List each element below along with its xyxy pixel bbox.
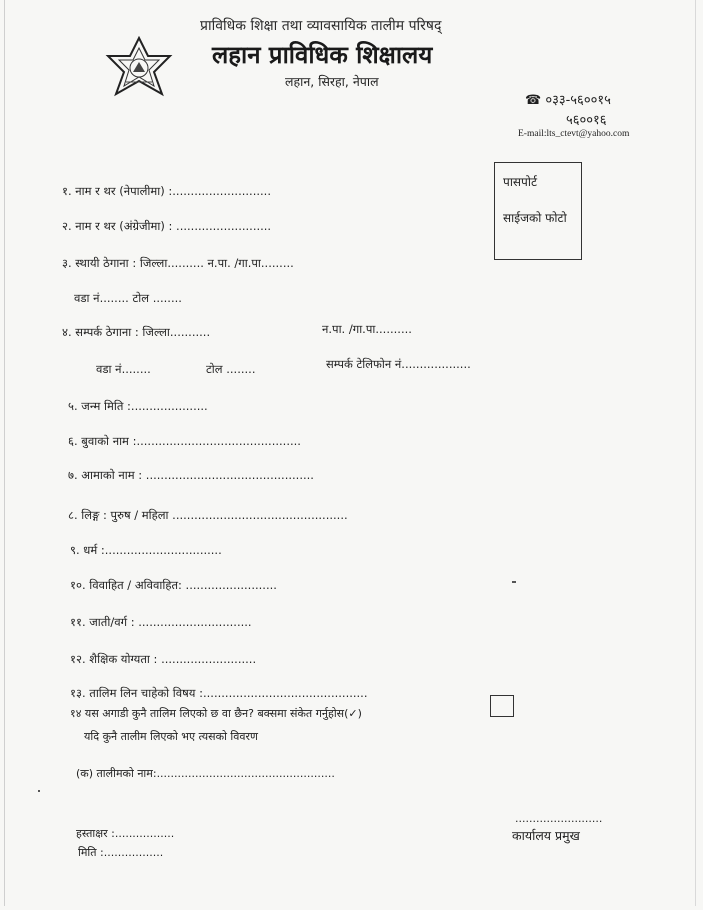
- field-contact-ward[interactable]: वडा नं........: [96, 362, 151, 376]
- office-head-label: कार्यालय प्रमुख: [512, 828, 580, 843]
- date-field[interactable]: मिति :.................: [78, 846, 164, 859]
- field-birth-date[interactable]: ५. जन्म मिति :.....................: [68, 399, 208, 413]
- field-mother-name[interactable]: ७. आमाको नाम : ..............................................: [68, 468, 314, 482]
- field-permanent-ward[interactable]: वडा नं........ टोल ........: [74, 291, 182, 305]
- scan-mark: [38, 790, 40, 792]
- email: E-mail:lts_ctevt@yahoo.com: [518, 129, 630, 139]
- field-previous-training-question: १४ यस अगाडी कुनै तालिम लिएको छ वा छैन? बक्समा संकेत गर्नुहोस(✓): [70, 707, 362, 720]
- field-training-name[interactable]: (क) तालीमको नाम:...................................................: [76, 767, 335, 780]
- field-training-subject[interactable]: १३. तालिम लिन चाहेको विषय :.............................................: [70, 686, 368, 700]
- field-previous-training-details-label: यदि कुनै तालीम लिएको भए त्यसको विवरण: [84, 730, 258, 743]
- field-caste[interactable]: ११. जाती/वर्ग : ...............................: [70, 615, 252, 629]
- field-contact-address[interactable]: ४. सम्पर्क ठेगाना : जिल्ला...........: [62, 325, 211, 339]
- field-contact-phone[interactable]: सम्पर्क टेलिफोन नं...................: [326, 357, 471, 371]
- photo-box-label-1: पासपोर्ट: [503, 175, 538, 189]
- phone-2: ५६००१६: [566, 113, 607, 128]
- field-religion[interactable]: ९. धर्म :................................: [70, 543, 222, 557]
- field-name-nepali[interactable]: १. नाम र थर (नेपालीमा) :...........................: [62, 184, 271, 198]
- school-address: लहान, सिरहा, नेपाल: [285, 74, 379, 89]
- office-signature-line: .........................: [515, 812, 603, 825]
- field-marital-status[interactable]: १०. विवाहित / अविवाहित: .........................: [70, 578, 277, 592]
- field-name-english[interactable]: २. नाम र थर (अंग्रेजीमा) : ..........................: [62, 219, 272, 233]
- council-name: प्राविधिक शिक्षा तथा व्यावसायिक तालीम परिषद्: [200, 18, 442, 34]
- phone-1: ☎ ०३३-५६००१५: [525, 93, 611, 108]
- signature-field[interactable]: हस्ताक्षर :.................: [76, 827, 175, 840]
- field-father-name[interactable]: ६. बुवाको नाम :.............................................: [68, 434, 301, 448]
- field-contact-municipality[interactable]: न.पा. /गा.पा..........: [322, 322, 412, 336]
- field-permanent-address[interactable]: ३. स्थायी ठेगाना : जिल्ला.......... न.पा. /गा.पा.........: [62, 256, 294, 270]
- scan-mark: [512, 581, 516, 583]
- school-name: लहान प्राविधिक शिक्षालय: [212, 41, 433, 69]
- photo-box: [494, 162, 582, 260]
- field-education[interactable]: १२. शैक्षिक योग्यता : ..........................: [70, 652, 257, 666]
- photo-box-label-2: साईजको फोटो: [503, 211, 567, 225]
- field-contact-tole[interactable]: टोल ........: [206, 362, 256, 376]
- field-gender[interactable]: ८. लिङ्ग : पुरुष / महिला ................................................: [68, 508, 348, 522]
- star-emblem-icon: [104, 36, 174, 108]
- previous-training-checkbox[interactable]: [490, 695, 514, 717]
